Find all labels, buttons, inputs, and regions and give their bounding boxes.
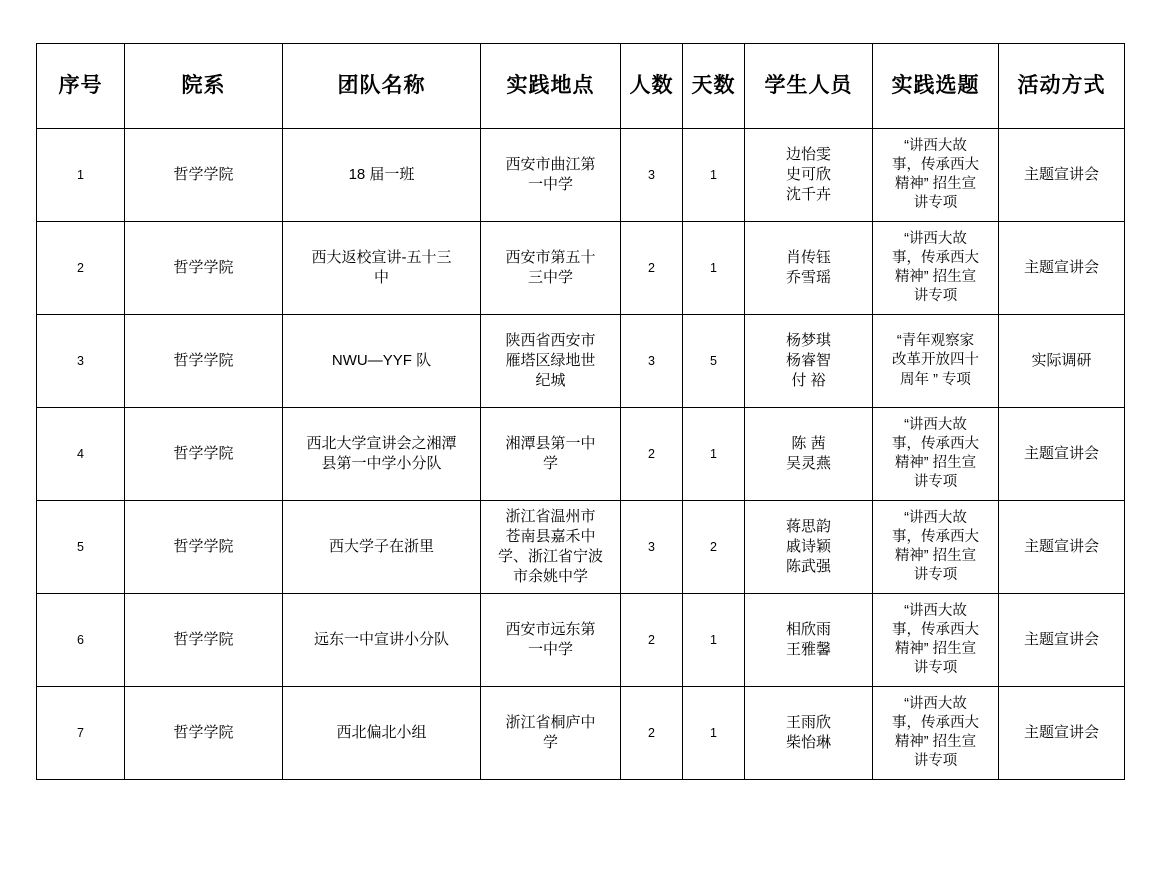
- cell-activity-mode: [999, 687, 1125, 780]
- cell-activity-mode-line: 主题宣讲会: [1023, 538, 1099, 556]
- cell-students-line: 边怡雯: [785, 146, 831, 164]
- cell-practice-topic-line: 精神” 招生宣: [894, 734, 977, 750]
- cell-practice-topic-line: 讲专项: [913, 474, 958, 491]
- column-header-days: 天数: [683, 44, 745, 129]
- cell-activity-mode-line: 主题宣讲会: [1023, 445, 1099, 463]
- table-row: [37, 687, 1125, 780]
- cell-team-name-line: 西大学子在浙里: [328, 538, 434, 556]
- cell-students: [745, 222, 873, 315]
- cell-practice-location-line: 市余姚中学: [512, 567, 588, 585]
- cell-students: [745, 129, 873, 222]
- cell-practice-location-line: 一中学: [527, 176, 573, 193]
- cell-team-name: [283, 222, 481, 315]
- cell-students-line: 王雨欣: [785, 714, 831, 732]
- cell-practice-topic-line: 讲专项: [913, 195, 958, 212]
- cell-practice-location: [481, 408, 621, 501]
- cell-practice-topic: [873, 315, 999, 408]
- cell-practice-topic-line: 讲专项: [913, 660, 958, 677]
- cell-students-line: 柴怡琳: [785, 734, 831, 751]
- table-row: [37, 315, 1125, 408]
- cell-practice-topic-line: “讲西大故: [904, 416, 967, 433]
- column-header-activity-mode: 活动方式: [999, 44, 1125, 129]
- cell-practice-topic-line: 讲专项: [913, 753, 958, 770]
- cell-practice-topic-line: 讲专项: [913, 288, 958, 305]
- cell-team-name: [283, 408, 481, 501]
- cell-practice-topic-line: “讲西大故: [904, 230, 967, 247]
- cell-practice-topic-line: 事，传承西大: [892, 621, 979, 638]
- cell-practice-location: [481, 222, 621, 315]
- cell-practice-location-line: 西安市远东第: [505, 621, 596, 639]
- cell-practice-location-line: 一中学: [527, 641, 573, 658]
- table-row: [37, 129, 1125, 222]
- cell-practice-topic-line: 事，传承西大: [892, 249, 979, 266]
- cell-practice-topic-line: 事，传承西大: [892, 714, 979, 731]
- cell-activity-mode: [999, 408, 1125, 501]
- cell-activity-mode: [999, 129, 1125, 222]
- cell-index: 2: [37, 222, 125, 315]
- cell-practice-topic: [873, 129, 999, 222]
- cell-students-line: 杨睿智: [785, 352, 831, 370]
- cell-practice-topic-line: 事，传承西大: [892, 435, 979, 452]
- cell-practice-location-line: 西安市曲江第: [505, 156, 596, 174]
- cell-team-name-line: NWU—YYF 队: [331, 352, 432, 370]
- table-row: [37, 222, 1125, 315]
- column-header-people-count: 人数: [621, 44, 683, 129]
- cell-team-name-line: 远东一中宣讲小分队: [313, 631, 449, 649]
- cell-activity-mode-line: 主题宣讲会: [1023, 631, 1099, 649]
- cell-practice-location-line: 陕西省西安市: [505, 332, 596, 350]
- cell-index: 7: [37, 687, 125, 780]
- column-header-team-name: 团队名称: [283, 44, 481, 129]
- cell-team-name-line: 西北偏北小组: [336, 724, 427, 742]
- cell-students-line: 吴灵燕: [785, 455, 831, 472]
- cell-activity-mode: [999, 594, 1125, 687]
- cell-activity-mode-line: 主题宣讲会: [1023, 166, 1099, 184]
- cell-practice-location-line: 苍南县嘉禾中: [505, 528, 596, 546]
- cell-activity-mode: [999, 222, 1125, 315]
- cell-department: 哲学学院: [125, 501, 283, 594]
- cell-practice-topic-line: 精神” 招生宣: [894, 269, 977, 285]
- cell-practice-location-line: 纪城: [535, 371, 566, 389]
- cell-students-line: 陈武强: [785, 557, 831, 575]
- cell-practice-location: [481, 315, 621, 408]
- cell-activity-mode: [999, 315, 1125, 408]
- cell-students-line: 陈 茜: [791, 435, 826, 453]
- practice-team-table: [36, 43, 1125, 780]
- table-body: [37, 129, 1125, 780]
- cell-department: 哲学学院: [125, 594, 283, 687]
- cell-practice-location: [481, 687, 621, 780]
- cell-people-count: 2: [621, 222, 683, 315]
- cell-students-line: 相欣雨: [785, 621, 831, 639]
- cell-days: 1: [683, 129, 745, 222]
- cell-people-count: 3: [621, 501, 683, 594]
- cell-department: 哲学学院: [125, 687, 283, 780]
- cell-people-count: 3: [621, 129, 683, 222]
- cell-students-line: 乔雪瑶: [785, 269, 831, 286]
- cell-practice-topic-line: 精神” 招生宣: [894, 548, 977, 564]
- cell-people-count: 2: [621, 594, 683, 687]
- column-header-practice-location: 实践地点: [481, 44, 621, 129]
- cell-team-name-line: 18 届一班: [348, 166, 415, 184]
- cell-practice-topic-line: 事，传承西大: [892, 156, 979, 173]
- cell-practice-topic: [873, 594, 999, 687]
- table-row: [37, 408, 1125, 501]
- cell-index: 5: [37, 501, 125, 594]
- cell-practice-topic-line: 精神” 招生宣: [894, 641, 977, 657]
- cell-activity-mode: [999, 501, 1125, 594]
- cell-students: [745, 687, 873, 780]
- cell-practice-topic-line: 讲专项: [913, 567, 958, 584]
- cell-practice-location-line: 学: [542, 734, 558, 751]
- cell-practice-topic: [873, 687, 999, 780]
- cell-students-line: 付 裕: [791, 371, 826, 389]
- column-header-practice-topic: 实践选题: [873, 44, 999, 129]
- cell-index: 3: [37, 315, 125, 408]
- cell-activity-mode-line: 主题宣讲会: [1023, 259, 1099, 277]
- cell-department: 哲学学院: [125, 222, 283, 315]
- cell-days: 2: [683, 501, 745, 594]
- column-header-students: 学生人员: [745, 44, 873, 129]
- cell-activity-mode-line: 实际调研: [1031, 352, 1092, 370]
- cell-team-name-line: 县第一中学小分队: [321, 455, 442, 472]
- cell-practice-topic-line: “讲西大故: [904, 509, 967, 526]
- cell-practice-location-line: 浙江省温州市: [505, 508, 596, 526]
- cell-team-name-line: 中: [373, 269, 389, 286]
- cell-team-name: [283, 594, 481, 687]
- cell-students-line: 王雅馨: [785, 641, 831, 658]
- cell-activity-mode-line: 主题宣讲会: [1023, 724, 1099, 742]
- column-header-department: 院系: [125, 44, 283, 129]
- cell-days: 5: [683, 315, 745, 408]
- cell-department: 哲学学院: [125, 408, 283, 501]
- cell-students-line: 蒋思韵: [785, 518, 831, 536]
- cell-students-line: 杨梦琪: [785, 332, 831, 350]
- cell-practice-location-line: 西安市第五十: [505, 249, 596, 267]
- cell-days: 1: [683, 594, 745, 687]
- cell-team-name: [283, 129, 481, 222]
- cell-practice-topic-line: 事，传承西大: [892, 528, 979, 545]
- cell-practice-topic-line: 周年 ” 专项: [900, 371, 971, 388]
- cell-practice-location-line: 学、浙江省宁波: [497, 548, 603, 565]
- cell-team-name-line: 西北大学宣讲会之湘潭: [306, 435, 457, 453]
- cell-index: 6: [37, 594, 125, 687]
- cell-practice-topic-line: “讲西大故: [904, 695, 967, 712]
- cell-people-count: 2: [621, 687, 683, 780]
- cell-practice-location: [481, 129, 621, 222]
- cell-practice-location-line: 三中学: [527, 269, 573, 286]
- cell-index: 1: [37, 129, 125, 222]
- cell-practice-topic-line: 精神” 招生宣: [894, 455, 977, 471]
- cell-students: [745, 594, 873, 687]
- table-header-row: [37, 44, 1125, 129]
- cell-practice-topic-line: “讲西大故: [904, 137, 967, 154]
- cell-practice-topic: [873, 501, 999, 594]
- cell-practice-location-line: 学: [542, 455, 558, 472]
- cell-practice-topic-line: 精神” 招生宣: [894, 176, 977, 192]
- cell-days: 1: [683, 687, 745, 780]
- cell-team-name: [283, 687, 481, 780]
- cell-students-line: 肖传钰: [785, 249, 831, 267]
- table-row: [37, 594, 1125, 687]
- cell-team-name-line: 西大返校宣讲-五十三: [311, 249, 452, 267]
- cell-practice-location-line: 雁塔区绿地世: [505, 352, 596, 370]
- cell-practice-topic-line: 改革开放四十: [892, 352, 979, 369]
- cell-practice-topic: [873, 222, 999, 315]
- cell-students: [745, 408, 873, 501]
- cell-department: 哲学学院: [125, 315, 283, 408]
- cell-practice-location: [481, 594, 621, 687]
- column-header-index: 序号: [37, 44, 125, 129]
- cell-people-count: 3: [621, 315, 683, 408]
- cell-students: [745, 315, 873, 408]
- cell-practice-location-line: 浙江省桐庐中: [505, 714, 596, 732]
- cell-team-name: [283, 501, 481, 594]
- cell-students-line: 史可欣: [785, 166, 831, 184]
- cell-practice-topic-line: “青年观察家: [896, 333, 975, 350]
- cell-index: 4: [37, 408, 125, 501]
- cell-practice-topic: [873, 408, 999, 501]
- cell-days: 1: [683, 222, 745, 315]
- cell-days: 1: [683, 408, 745, 501]
- cell-practice-topic-line: “讲西大故: [904, 602, 967, 619]
- cell-students-line: 沈千卉: [785, 185, 831, 203]
- cell-people-count: 2: [621, 408, 683, 501]
- cell-team-name: [283, 315, 481, 408]
- cell-practice-location-line: 湘潭县第一中: [505, 435, 596, 453]
- cell-students-line: 戚诗颖: [785, 538, 831, 556]
- table-row: [37, 501, 1125, 594]
- cell-department: 哲学学院: [125, 129, 283, 222]
- cell-students: [745, 501, 873, 594]
- cell-practice-location: [481, 501, 621, 594]
